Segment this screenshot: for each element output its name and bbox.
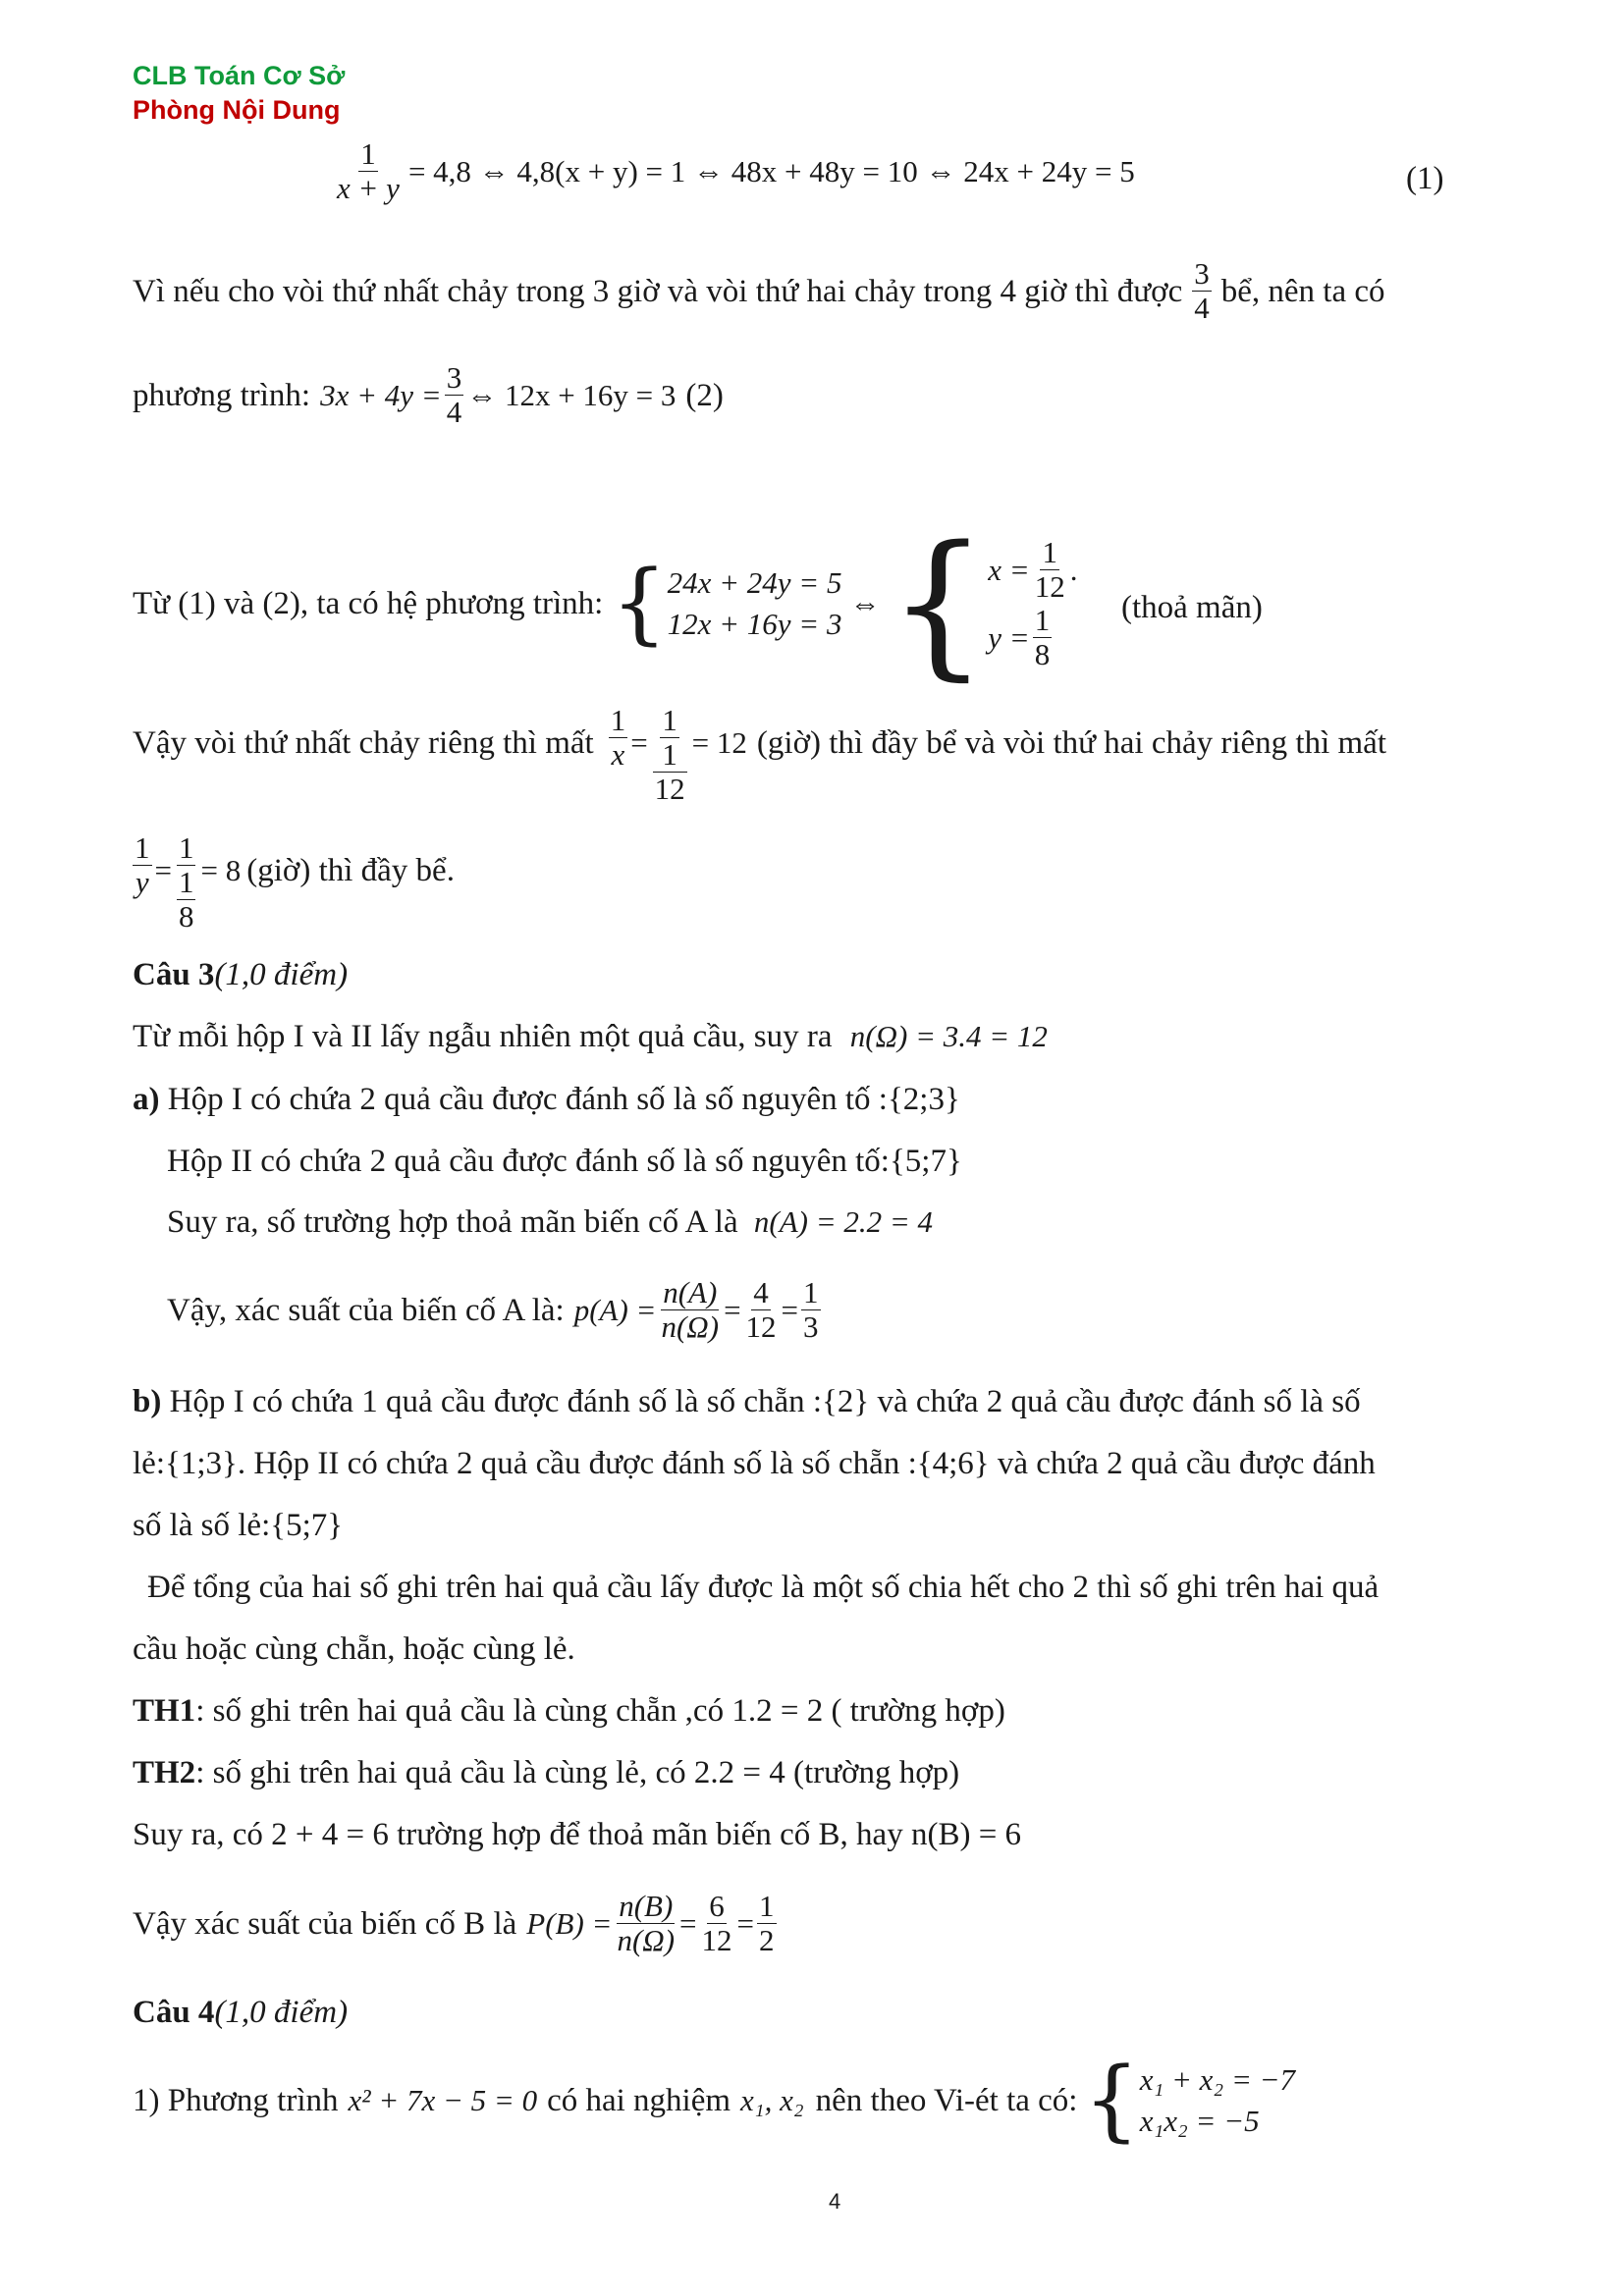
question-3-points: (1,0 điểm) [214, 957, 349, 992]
fraction-numerator: 1 [360, 136, 376, 171]
question-4-points: (1,0 điểm) [214, 1995, 349, 2030]
part-a-line-3-math: n(A) = 2.2 = 4 [753, 1204, 934, 1239]
line-b: có hai nghiệm [547, 2083, 731, 2118]
page-number: 4 [829, 2189, 841, 2214]
roots: x₁, x₂ [740, 2083, 804, 2117]
fraction-numerator: 1 [610, 703, 626, 737]
department-name: Phòng Nội Dung [133, 95, 341, 125]
fraction-numerator: 3 [446, 360, 462, 395]
part-b-text: Hộp I có chứa 1 quả cầu được đánh số là số chẵn :{2} và chứa 2 quả cầu được đánh số là số [169, 1384, 1361, 1419]
fraction [744, 1276, 779, 1344]
club-name: CLB Toán Cơ Sở [133, 61, 346, 90]
fraction [1033, 536, 1067, 604]
part-a-line-2: Hộp II có chứa 2 quả cầu được đánh số là số nguyên tố:{5;7} [167, 1144, 962, 1179]
fraction [757, 1890, 777, 1957]
conclusion-text-c: (giờ) thì đầy bể. [246, 853, 455, 888]
paragraph-2-right: ⇔ 12x + 16y = 3 [466, 377, 677, 412]
vieta-row-2: x₁x₂ = −5 [1139, 2104, 1260, 2138]
fraction-denominator: 4 [446, 395, 462, 429]
inner-numerator: 1 [653, 738, 687, 773]
fraction [1192, 257, 1212, 325]
solution-system: { x = $\frac{1}{12}$ . y = $\frac{1}{8}$ [888, 511, 1078, 695]
question-4-title: Câu 4 [133, 1995, 215, 2030]
compound-fraction [651, 704, 689, 806]
case-1 [133, 1691, 1005, 1731]
intro-text: Từ mỗi hộp I và II lấy ngẫu nhiên một quả cầu, suy ra [133, 1019, 833, 1054]
paragraph-1-text-b: bể, nên ta có [1220, 273, 1385, 309]
inner-denominator: 8 [178, 899, 194, 934]
equals: = [630, 725, 648, 760]
system-lead: Từ (1) và (2), ta có hệ phương trình: [133, 586, 604, 621]
part-a-line-3-text: Suy ra, số trường hợp thoả mãn biến cố A là [167, 1204, 738, 1240]
paragraph-1 [133, 257, 1385, 325]
fraction-denominator: 2 [759, 1923, 775, 1957]
left-brace: { [1083, 2049, 1140, 2152]
result-2: = 8 [200, 853, 242, 887]
fraction-denominator: y [135, 865, 149, 899]
case-2-label: TH2 [133, 1755, 196, 1790]
fraction-numerator: 1 [1042, 535, 1057, 569]
fraction [445, 361, 464, 429]
part-a-text: Hộp I có chứa 2 quả cầu được đánh số là số nguyên tố :{2;3} [167, 1082, 960, 1117]
part-b-line-5: cầu hoặc cùng chẵn, hoặc cùng lẻ. [133, 1631, 575, 1667]
case-2-text: : số ghi trên hai quả cầu là cùng lẻ, có 2.2 = 4 (trường hợp) [195, 1755, 960, 1790]
paragraph-2-tag: (2) [685, 377, 724, 413]
equation-1-rest: = 4,8 ⇔ 4,8(x + y) = 1 ⇔ 48x + 48y = 10 ⇔ 24x + 24y = 5 [407, 153, 1135, 188]
fraction-denominator: x [611, 737, 625, 772]
fraction-denominator: x + y [337, 171, 400, 205]
equivalence-symbol: ⇔ [849, 586, 881, 620]
fraction [133, 831, 152, 899]
case-1-label: TH1 [133, 1693, 196, 1729]
inner-denominator: 12 [654, 772, 685, 806]
case-2 [133, 1753, 959, 1792]
paragraph-2 [133, 361, 724, 429]
fraction [700, 1890, 734, 1957]
part-a-label: a) [133, 1082, 160, 1117]
inner-numerator: 1 [178, 865, 194, 899]
paragraph-2-lead: phương trình: [133, 377, 311, 413]
part-b-line-3: số là số lẻ:{5;7} [133, 1508, 344, 1543]
part-b-line-2: lẻ:{1;3}. Hộp II có chứa 2 quả cầu được đánh số là số chẵn :{4;6} và chứa 2 quả cầu được đánh [133, 1446, 1376, 1481]
case-1-text: : số ghi trên hai quả cầu là cùng chẵn ,có 1.2 = 2 ( trường hợp) [195, 1693, 1005, 1729]
part-a-line-3 [167, 1202, 933, 1242]
fraction-numerator: 1 [178, 830, 194, 865]
part-b-label: b) [133, 1384, 162, 1419]
conclusion-text-a: Vậy vòi thứ nhất chảy riêng thì mất [133, 725, 594, 761]
fraction [1033, 604, 1053, 671]
fraction [615, 1890, 677, 1957]
fraction-denominator: 3 [803, 1309, 819, 1344]
part-a-line-1 [133, 1080, 960, 1119]
intro-math: n(Ω) = 3.4 = 12 [849, 1019, 1048, 1053]
part-b-line-4: Để tổng của hai số ghi trên hai quả cầu lấy được là một số chia hết cho 2 thì số ghi trên hai quả [147, 1570, 1380, 1605]
fraction-denominator: n(Ω) [661, 1309, 720, 1344]
system-row-1: 24x + 24y = 5 [667, 565, 842, 600]
sum-line: Suy ra, có 2 + 4 = 6 trường hợp để thoả mãn biến cố B, hay n(B) = 6 [133, 1817, 1022, 1852]
part-b-line-1 [133, 1382, 1361, 1421]
result-1: = 12 [691, 725, 747, 760]
fraction [659, 1276, 721, 1344]
compound-fraction [175, 831, 198, 934]
system-line [133, 511, 1078, 695]
final-probability: Vậy xác suất của biến cố B là P(B) = $\frac{n(B)}{n(\Omega)}$ = $\frac{6}{12}$ = $\frac{1}{2}$ [133, 1889, 775, 1957]
line-a: 1) Phương trình [133, 2083, 339, 2118]
vieta-row-1: x₁ + x₂ = −7 [1139, 2062, 1296, 2097]
fraction-numerator: 3 [1194, 256, 1210, 291]
line-c: nên theo Vi-ét ta có: [815, 2083, 1078, 2118]
fraction-denominator: 8 [1034, 637, 1051, 671]
question-4-heading [133, 1993, 348, 2032]
left-brace: { [888, 511, 989, 695]
fraction-denominator: 12 [745, 1309, 777, 1344]
left-brace: { [611, 552, 668, 655]
equation-1 [332, 137, 1135, 205]
quadratic-equation: x² + 7x − 5 = 0 [348, 2083, 538, 2117]
fraction [801, 1276, 821, 1344]
solution-x-label: x = [988, 552, 1030, 587]
question-4-line-1 [133, 2049, 1296, 2152]
paragraph-2-left: 3x + 4y = [320, 377, 442, 412]
fraction-numerator: n(B) [619, 1889, 674, 1923]
fraction-numerator: 1 [1034, 603, 1051, 637]
final-text: Vậy xác suất của biến cố B là [133, 1905, 517, 1942]
question-3-heading [133, 955, 348, 994]
fraction-numerator: 1 [135, 830, 150, 865]
probability-label: p(A) = [573, 1292, 657, 1327]
conclusion-text-b: (giờ) thì đầy bể và vòi thứ hai chảy riêng thì mất [756, 725, 1386, 761]
vieta-system [1083, 2049, 1296, 2152]
probability-label: P(B) = [526, 1905, 613, 1941]
solution-y-label: y = [988, 619, 1030, 655]
fraction-numerator: 4 [753, 1275, 769, 1309]
fraction-numerator: 6 [709, 1889, 725, 1923]
fraction-numerator: 1 [759, 1889, 775, 1923]
equation-system [611, 552, 842, 655]
fraction [609, 704, 628, 772]
fraction-denominator: 12 [1034, 569, 1065, 604]
part-a-line-4: Vậy, xác suất của biến cố A là: p(A) = $\frac{n(A)}{n(\Omega)}$ = $\frac{4}{12}$ = $\frac{1}{3}$ [167, 1275, 819, 1344]
fraction-denominator: 12 [701, 1923, 732, 1957]
conclusion-line-1 [133, 704, 1386, 806]
question-3-intro [133, 1017, 1048, 1056]
fraction-numerator: 1 [803, 1275, 819, 1309]
part-a-line-4-text: Vậy, xác suất của biến cố A là: [167, 1292, 565, 1328]
question-3-title: Câu 3 [133, 957, 215, 992]
equation-1-tag: (1) [1406, 161, 1444, 196]
fraction-denominator: n(Ω) [617, 1923, 676, 1957]
system-row-2: 12x + 16y = 3 [667, 607, 842, 641]
fraction-numerator: n(A) [663, 1275, 718, 1309]
paragraph-1-text-a: Vì nếu cho vòi thứ nhất chảy trong 3 giờ và vòi thứ hai chảy trong 4 giờ thì được [133, 273, 1183, 309]
system-note: (thoả mãn) [1121, 590, 1263, 625]
fraction-numerator: 1 [662, 703, 677, 737]
conclusion-line-2: $\frac{1}{y}$ = $\frac{1}{\frac{1}{8}}$ = 8 (giờ) thì đầy bể. [135, 830, 455, 934]
fraction [335, 137, 402, 205]
fraction-denominator: 4 [1194, 291, 1210, 325]
